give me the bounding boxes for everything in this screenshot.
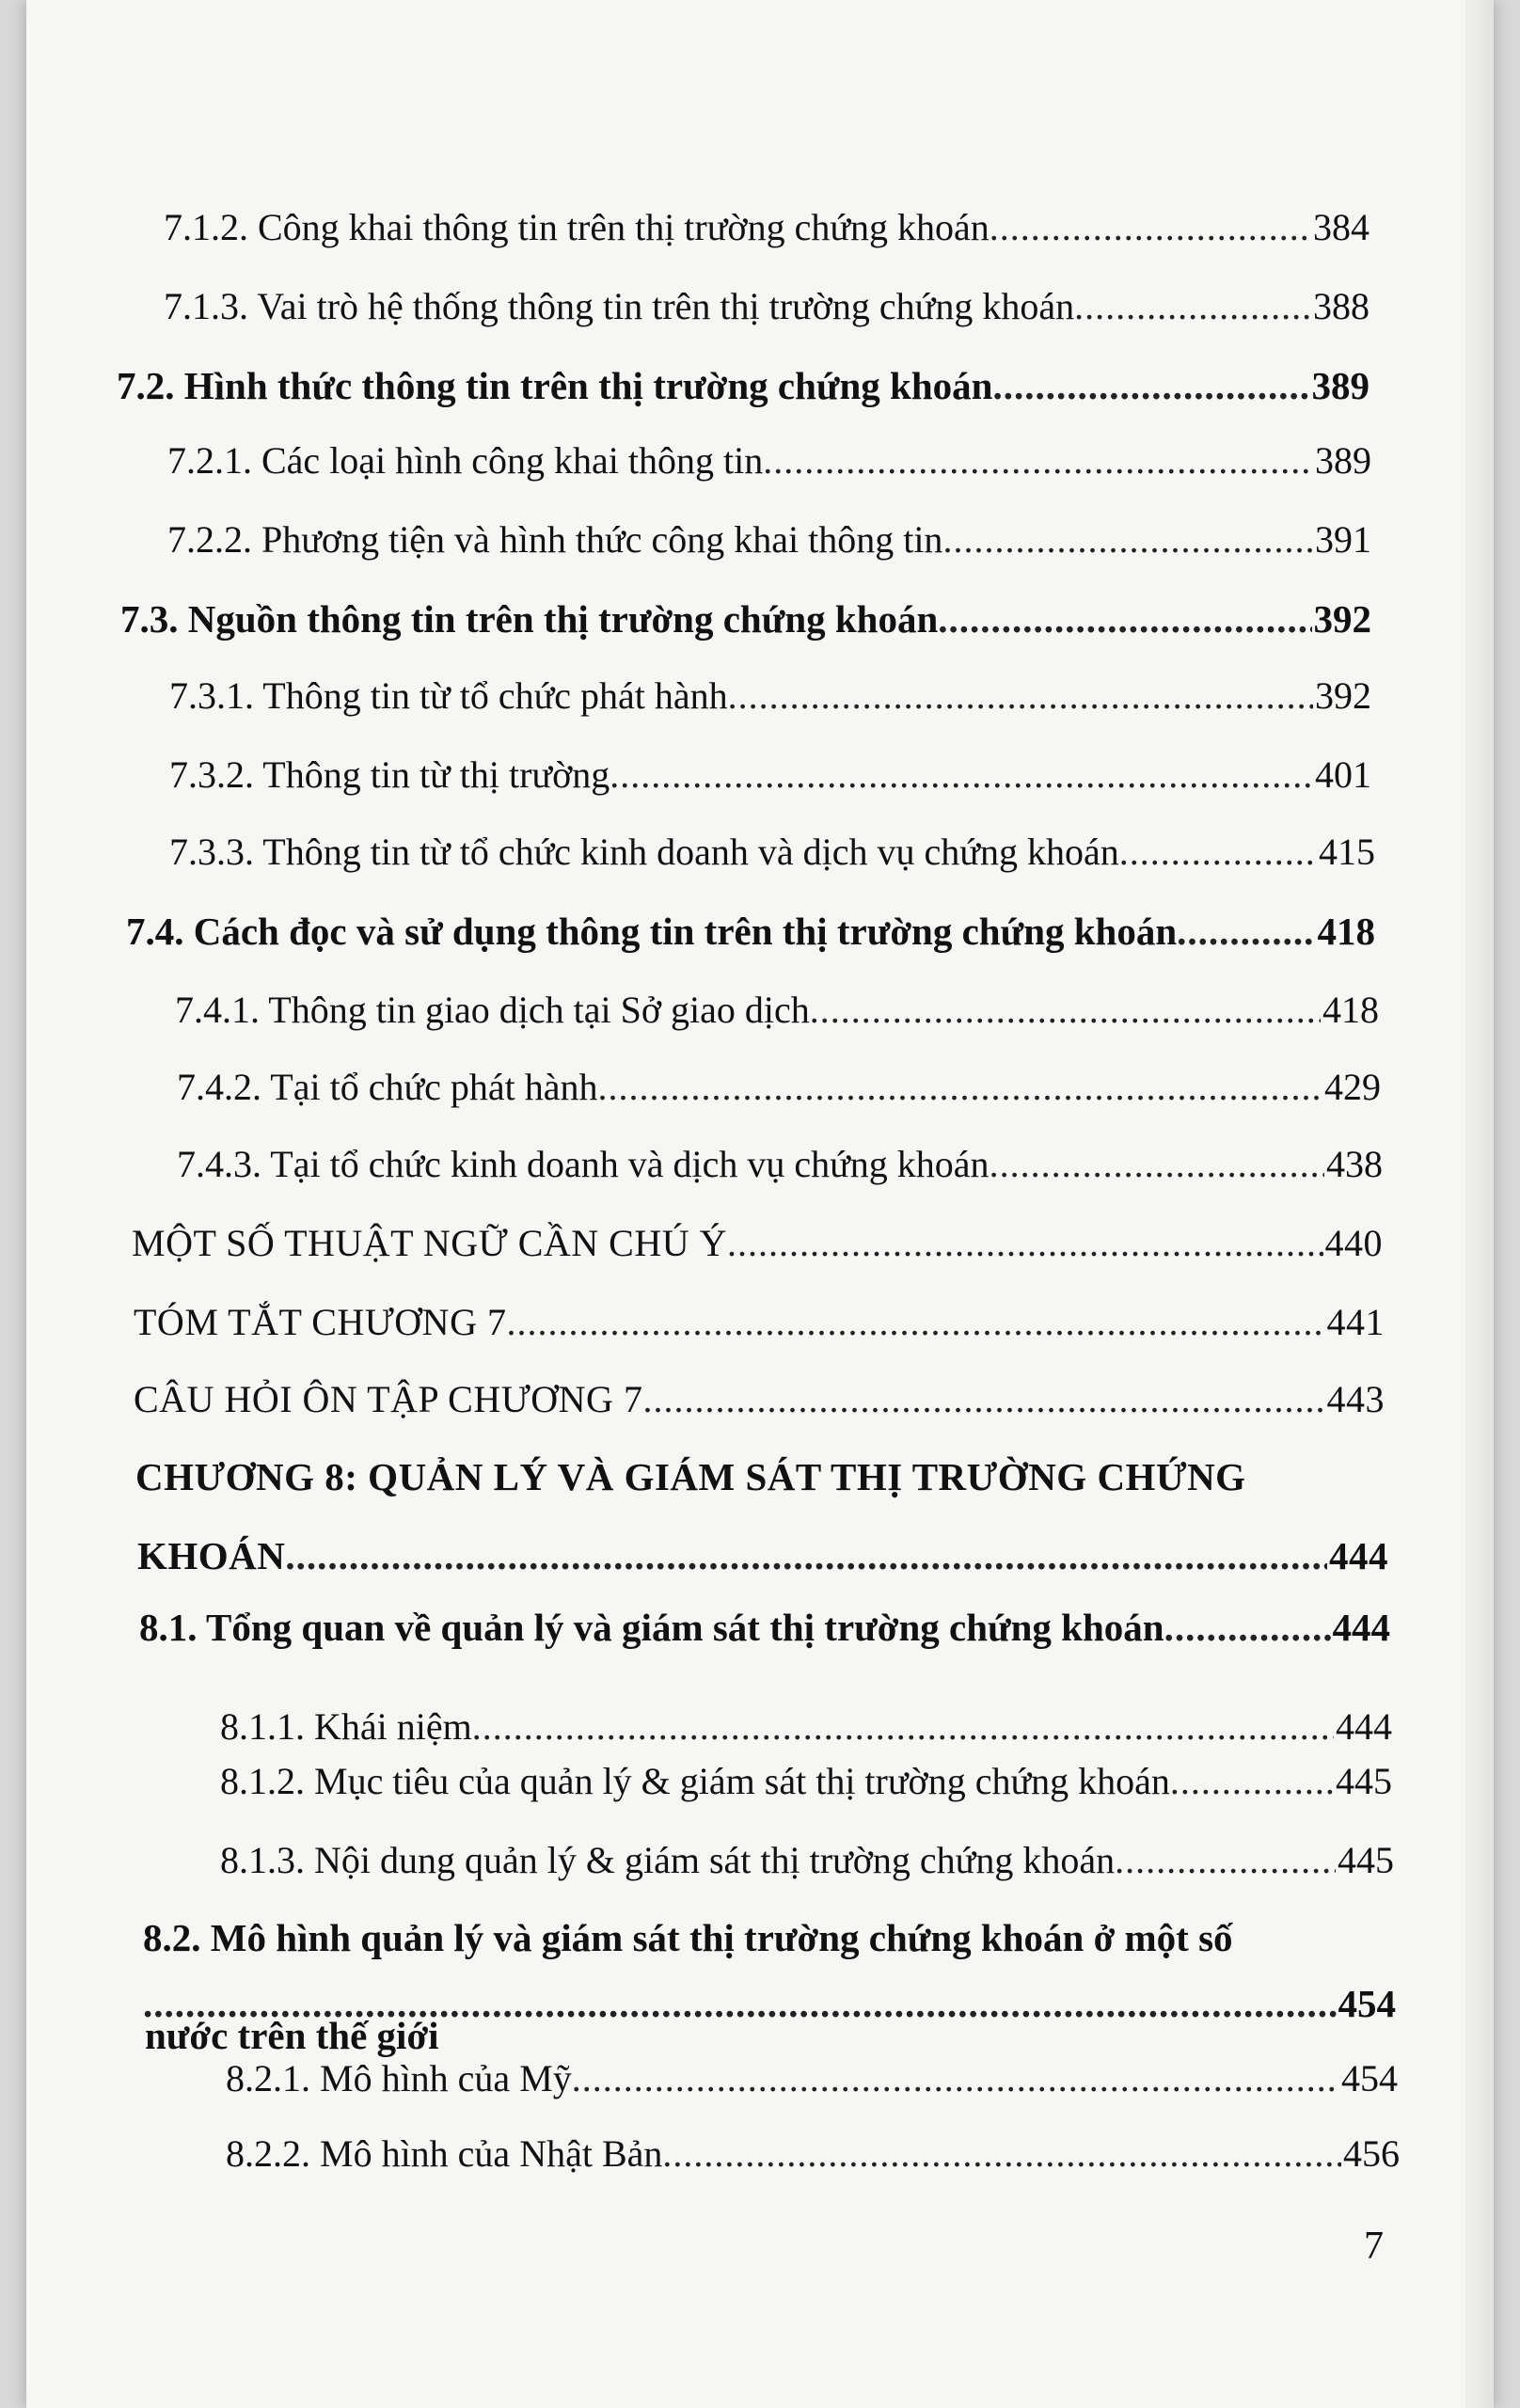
- toc-entry-page: 440: [1324, 1222, 1383, 1264]
- toc-entry: [175, 988, 1379, 1033]
- toc-entry-title: 7.3.1. Thông tin từ tổ chức phát hành: [169, 674, 728, 717]
- toc-section: [139, 1605, 1390, 1650]
- toc-entry-title: 7.2.2. Phương tiện và hình thức công khai thông tin: [167, 518, 943, 561]
- toc-leader-dots: [1074, 284, 1311, 329]
- toc-entry-page: 415: [1319, 831, 1375, 873]
- toc-entry-page: 443: [1326, 1378, 1385, 1420]
- toc-entry-title: CÂU HỎI ÔN TẬP CHƯƠNG 7: [134, 1378, 643, 1420]
- toc-entry-page: 444: [1336, 1705, 1392, 1748]
- toc-entry: [169, 673, 1371, 719]
- toc-entry-title: nước trên thế giới: [145, 2014, 439, 2057]
- toc-entry-page: 445: [1338, 1839, 1394, 1881]
- toc-entry-title: CHƯƠNG 8: QUẢN LÝ VÀ GIÁM SÁT THỊ TRƯỜNG CHỨNG: [135, 1455, 1246, 1498]
- toc-entry: [164, 284, 1370, 329]
- toc-leader-dots: [642, 1377, 1324, 1422]
- toc-leader-dots: [506, 1300, 1324, 1345]
- toc-entry: [220, 1838, 1394, 1883]
- toc-entry: [134, 1300, 1385, 1345]
- toc-entry-title: 7.4.2. Tại tổ chức phát hành: [177, 1066, 598, 1108]
- toc-entry-title: 8.2.2. Mô hình của Nhật Bản: [226, 2132, 663, 2175]
- toc-entry-page: 388: [1313, 285, 1370, 327]
- toc-entry: [169, 752, 1371, 798]
- toc-entry: [134, 1377, 1385, 1422]
- toc-leader-dots: [662, 2131, 1341, 2177]
- table-of-contents: [26, 0, 1494, 2408]
- toc-entry-page: 391: [1315, 518, 1371, 561]
- toc-leader-dots: [1164, 1605, 1331, 1650]
- toc-entry: [167, 517, 1371, 562]
- toc-entry-title: 8.1. Tổng quan về quản lý và giám sát thị trường chứng khoán: [139, 1606, 1164, 1649]
- toc-entry-title: 7.4.3. Tại tổ chức kinh doanh và dịch vụ chứng khoán: [177, 1143, 990, 1185]
- toc-entry-page: 429: [1324, 1066, 1381, 1108]
- toc-entry: [226, 2056, 1398, 2101]
- book-page: [26, 0, 1494, 2408]
- toc-entry-title: 7.3. Nguồn thông tin trên thị trường chứng khoán: [120, 597, 939, 641]
- toc-section: [126, 909, 1375, 954]
- toc-leader-dots: [992, 363, 1309, 408]
- toc-leader-dots: [598, 1065, 1323, 1110]
- toc-entry-page: 418: [1317, 910, 1375, 953]
- toc-entry-page: 454: [1341, 2057, 1398, 2099]
- toc-entry-page: 389: [1311, 364, 1370, 407]
- page-number: 7: [1364, 2225, 1384, 2268]
- toc-entry-page: 401: [1315, 753, 1371, 796]
- toc-entry: [164, 205, 1370, 250]
- toc-leader-dots: [1177, 909, 1315, 954]
- toc-leader-dots: [990, 205, 1311, 250]
- toc-leader-dots: [810, 988, 1321, 1033]
- toc-entry-title: 7.1.3. Vai trò hệ thống thông tin trên thị trường chứng khoán: [164, 285, 1075, 327]
- toc-entry-title: 7.2.1. Các loại hình công khai thông tin: [167, 439, 764, 482]
- toc-entry-title: 8.2. Mô hình quản lý và giám sát thị trường chứng khoán ở một số: [143, 1916, 1233, 1959]
- toc-leader-dots: [727, 1221, 1323, 1266]
- toc-entry-page: 456: [1343, 2132, 1400, 2175]
- toc-entry-title: 7.4.1. Thông tin giao dịch tại Sở giao dịch: [175, 989, 810, 1031]
- toc-entry: [220, 1704, 1392, 1750]
- toc-chapter-heading: [135, 1454, 1386, 1499]
- toc-chapter-heading-cont: [137, 1533, 1388, 1578]
- toc-entry-title: 7.2. Hình thức thông tin trên thị trường chứng khoán: [117, 364, 993, 407]
- toc-leader-dots: [572, 2056, 1339, 2101]
- toc-entry: [177, 1142, 1383, 1187]
- toc-entry: [169, 830, 1375, 875]
- toc-entry-title: 8.1.3. Nội dung quản lý & giám sát thị trường chứng khoán: [220, 1839, 1116, 1881]
- toc-leader-dots: [610, 752, 1313, 798]
- toc-entry-title: 7.3.3. Thông tin từ tổ chức kinh doanh và dịch vụ chứng khoán: [169, 831, 1119, 873]
- toc-section: [143, 1915, 1394, 1960]
- toc-entry-title: 7.1.2. Công khai thông tin trên thị trường chứng khoán: [164, 206, 990, 248]
- toc-leader-dots: [285, 1533, 1327, 1578]
- toc-entry-page: 392: [1315, 674, 1371, 717]
- toc-entry-title: MỘT SỐ THUẬT NGỮ CẦN CHÚ Ý: [132, 1222, 727, 1264]
- toc-entry-title: 8.1.1. Khái niệm: [220, 1705, 472, 1748]
- toc-entry-title: 8.2.1. Mô hình của Mỹ: [226, 2057, 572, 2099]
- toc-entry: [177, 1065, 1381, 1110]
- toc-section-cont: [145, 2013, 1396, 2058]
- toc-entry-title: TÓM TẮT CHƯƠNG 7: [134, 1301, 507, 1343]
- toc-leader-dots: [1119, 830, 1317, 875]
- toc-entry: [226, 2131, 1400, 2177]
- toc-leader-dots: [472, 1704, 1334, 1750]
- toc-entry-page: 392: [1313, 597, 1371, 641]
- toc-entry-title: 8.1.2. Mục tiêu của quản lý & giám sát thị trường chứng khoán: [220, 1760, 1170, 1802]
- toc-entry-page: 444: [1329, 1534, 1388, 1577]
- toc-entry-page: 444: [1332, 1606, 1390, 1649]
- toc-section: [120, 596, 1371, 642]
- toc-entry: [167, 438, 1371, 483]
- toc-leader-dots: [1170, 1759, 1334, 1804]
- toc-entry: [132, 1221, 1383, 1266]
- toc-leader-dots: [990, 1142, 1324, 1187]
- toc-section: [117, 363, 1370, 408]
- toc-entry-page: 441: [1326, 1301, 1385, 1343]
- toc-entry-page: 384: [1313, 206, 1370, 248]
- toc-leader-dots: [942, 517, 1313, 562]
- toc-leader-dots: [938, 596, 1311, 642]
- toc-leader-dots: [763, 438, 1313, 483]
- toc-entry-title: 7.4. Cách đọc và sử dụng thông tin trên thị trường chứng khoán: [126, 910, 1178, 953]
- toc-entry: [220, 1759, 1392, 1804]
- toc-entry-page: 438: [1326, 1143, 1383, 1185]
- toc-entry-page: 454: [1338, 1982, 1396, 2025]
- toc-entry-page: 445: [1336, 1760, 1392, 1802]
- toc-entry-page: 418: [1322, 989, 1379, 1031]
- toc-leader-dots: [1115, 1838, 1336, 1883]
- toc-entry-title: KHOÁN: [137, 1534, 286, 1577]
- toc-entry-title: 7.3.2. Thông tin từ thị trường: [169, 753, 610, 796]
- toc-leader-dots: [728, 673, 1313, 719]
- toc-entry-page: 389: [1315, 439, 1371, 482]
